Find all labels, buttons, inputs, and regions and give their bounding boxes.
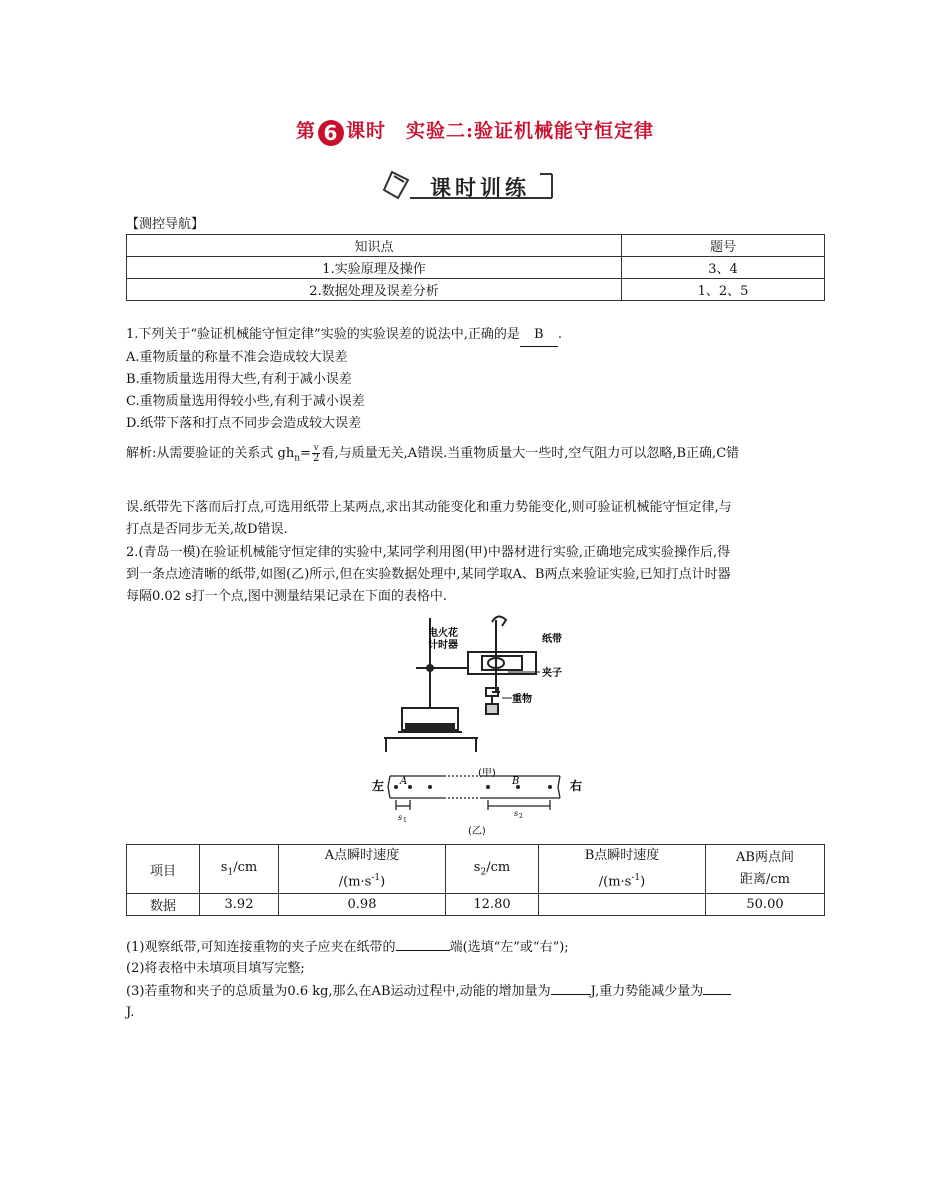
point-a: A: [400, 776, 408, 787]
sub1-blank: [396, 936, 450, 951]
s1-label: s: [398, 813, 403, 822]
q2-sub2: (2)将表格中未填项目填写完整;: [126, 961, 305, 976]
table-row: [127, 894, 825, 916]
point-b: B: [512, 776, 520, 787]
s1-sub: 1: [403, 817, 407, 824]
q2-sub1: [126, 936, 826, 959]
label-left: 左: [372, 779, 385, 793]
nav-table: [126, 234, 825, 301]
q2-stem-line1: 2.(青岛一模)在验证机械能守恒定律的实验中,某同学利用图(甲)中器材进行实验,正确地完成实验操作后,得: [126, 545, 731, 560]
analysis-sub: n: [294, 453, 301, 464]
caption-a: (甲): [478, 768, 496, 779]
label-timer-1: 电火花: [428, 628, 458, 639]
nav-topic: 2.数据处理及误差分析: [127, 279, 622, 301]
nav-nums: 3、4: [622, 257, 825, 279]
q1-stem: [126, 324, 826, 347]
r-ab: 50.00: [706, 894, 825, 916]
h-item: 项目: [127, 845, 200, 894]
r-va: 0.98: [279, 894, 446, 916]
sub3-text: (3)若重物和夹子的总质量为0.6 kg,那么在AB运动过程中,动能的增加量为: [126, 984, 551, 999]
q1-option-d: D.纸带下落和打点不同步会造成较大误差: [126, 416, 362, 431]
question-1: [126, 324, 826, 435]
h-vb: B点瞬时速度 $/(m\cdot s^{-1})$: [539, 845, 706, 894]
analysis-eq: =: [300, 446, 311, 461]
analysis-fraction: [312, 443, 321, 464]
q1-option-c: C.重物质量选用得较小些,有利于减小误差: [126, 394, 365, 409]
q1-stem-end: .: [557, 327, 562, 342]
fraction-numerator: v: [313, 443, 319, 452]
q1-analysis-line2: 误.纸带先下落而后打点,可选用纸带上某两点,求出其动能变化和重力势能变化,则可验证机械能守恒定律,与: [126, 500, 732, 515]
label-clip: 夹子: [542, 668, 562, 679]
sub3-blank-ke: [551, 980, 591, 995]
weight: [486, 704, 498, 714]
nav-col-topic: 知识点: [127, 235, 622, 257]
sub1-text: (1)观察纸带,可知连接重物的夹子应夹在纸带的: [126, 940, 396, 955]
h-s2: $s_2/cm$: [446, 845, 539, 894]
title-suffix: 课时 实验二:验证机械能守恒定律: [346, 120, 655, 142]
h-va: A点瞬时速度 $/(m\cdot s^{-1})$: [279, 845, 446, 894]
analysis-text: 解析:从需要验证的关系式 gh: [126, 446, 295, 461]
r-label: 数据: [127, 894, 200, 916]
q2-sub3-end: J.: [126, 1005, 135, 1020]
q1-option-a: A.重物质量的称量不准会造成较大误差: [126, 350, 348, 365]
q1-answer: B: [520, 324, 558, 347]
label-right: 右: [570, 779, 583, 793]
r-s2: 12.80: [446, 894, 539, 916]
s2-label: s: [514, 809, 519, 818]
nav-nums: 1、2、5: [622, 279, 825, 301]
caption-b: (乙): [468, 826, 486, 837]
banner-label: 课时训练: [430, 176, 530, 200]
label-weight: 重物: [512, 694, 532, 705]
analysis-text-cont: 看,与质量无关,A错误.当重物质量大一些时,空气阻力可以忽略,B正确,C错: [321, 446, 740, 461]
r-vb: [539, 894, 706, 916]
q1-option-b: B.重物质量选用得大些,有利于减小误差: [126, 372, 352, 387]
sub3-text-mid: J,重力势能减少量为: [590, 984, 704, 999]
table-row: [127, 257, 825, 279]
q2-stem-line2: 到一条点迹清晰的纸带,如图(乙)所示,但在实验数据处理中,某同学取A、B两点来验证实验,已知打点计时器: [126, 567, 731, 582]
fraction-denominator: 2: [313, 453, 320, 464]
h-ab: AB两点间 距离/cm: [706, 845, 825, 894]
s2-sub: 2: [519, 813, 523, 820]
h-s1: $s_1/cm$: [200, 845, 279, 894]
q2-sub3: [126, 980, 846, 1003]
nav-col-nums: 题号: [622, 235, 825, 257]
title-prefix: 第: [295, 120, 316, 142]
section-banner: [380, 168, 570, 202]
lesson-number-badge: 6: [318, 120, 344, 146]
nav-heading: 【测控导航】: [126, 217, 205, 232]
nav-topic: 1.实验原理及操作: [127, 257, 622, 279]
data-table: [126, 844, 825, 916]
q2-stem-line3: 每隔0.02 s打一个点,图中测量结果记录在下面的表格中.: [126, 589, 448, 604]
sub1-text-end: 端(选填“左”或“右”);: [449, 940, 569, 955]
pencil-icon: [384, 172, 408, 198]
q1-analysis-line3: 打点是否同步无关,故D错误.: [126, 522, 288, 537]
data-header-row: [127, 845, 825, 894]
q1-stem-text: 1.下列关于“验证机械能守恒定律”实验的实验误差的说法中,正确的是: [126, 327, 520, 342]
label-timer-2: 计时器: [428, 640, 458, 651]
table-row: [127, 279, 825, 301]
sub3-blank-pe: [703, 980, 731, 995]
q1-analysis-line1: [126, 443, 826, 470]
nav-header-row: [127, 235, 825, 257]
page-title: [0, 116, 950, 146]
label-tape: 纸带: [542, 634, 562, 645]
r-s1: 3.92: [200, 894, 279, 916]
